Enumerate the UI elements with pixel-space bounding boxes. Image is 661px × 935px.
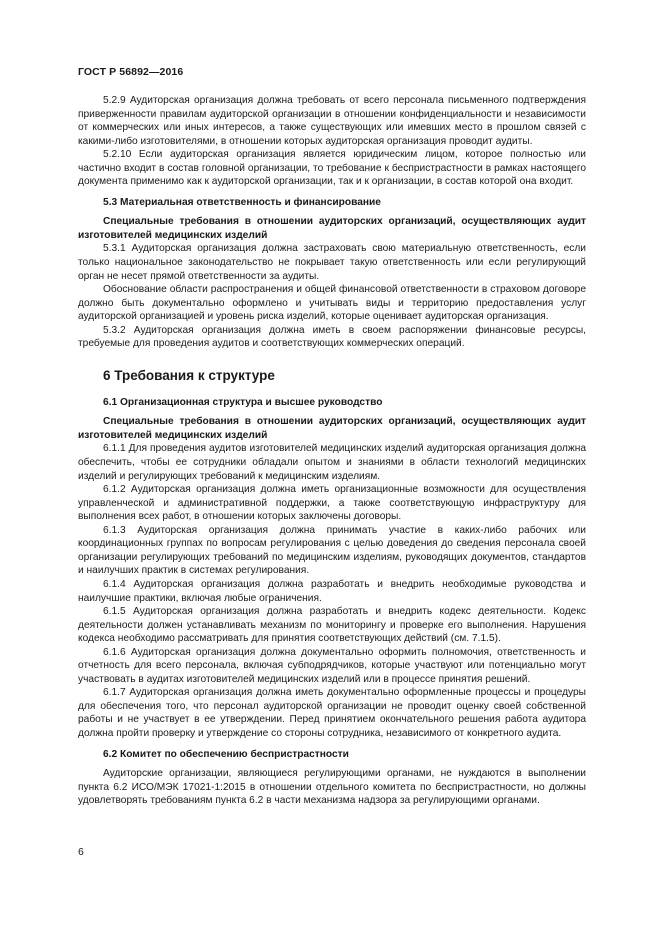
bold-subheading: Специальные требования в отношении аудиторских организаций, осуществляющих аудит изготовителей медицинских изделий xyxy=(78,216,586,241)
bold-subheading: Специальные требования в отношении аудиторских организаций, осуществляющих аудит изготовителей медицинских изделий xyxy=(78,416,586,441)
page-number: 6 xyxy=(78,846,84,858)
section-heading-6-1: 6.1 Организационная структура и высшее руководство xyxy=(103,396,383,408)
chapter-heading-6: 6 Требования к структуре xyxy=(103,367,275,383)
paragraph-6-2: Аудиторские организации, являющиеся регулирующими органами, не нуждаются в выполнении пункта 6.2 ИСО/МЭК 17021-1:2015 в отношении отдельного комитета по беспристрастности, но должны удовлетворять требованиям пункта 6.2 в части механизма надзора за регулирующими органами. xyxy=(78,768,586,807)
paragraph-5-3-2: 5.3.2 Аудиторская организация должна иметь в своем распоряжении финансовые ресурсы, требуемые для проведения аудитов и соответствующих коммерческих операций. xyxy=(78,324,586,350)
document-header: ГОСТ Р 56892—2016 xyxy=(78,66,184,78)
paragraph-5-3-1: 5.3.1 Аудиторская организация должна застраховать свою материальную ответственность, если только национальное законодательство не покрывает такую ответственность или если регулирующий орган не несет прямой ответственности за аудиты. xyxy=(78,243,586,282)
paragraph-6-1-7: 6.1.7 Аудиторская организация должна иметь документально оформленные процессы и процедуры для обеспечения того, что персонал аудиторской организации не проводит оценку своей собственной работы и не участвует в ее утверждении. Перед принятием окончательного решения работа аудитора должна пройти проверку и утверждение со стороны сотрудника, независимого от конкретного аудита. xyxy=(78,687,586,739)
paragraph-6-1-1: 6.1.1 Для проведения аудитов изготовителей медицинских изделий аудиторская организация должна обеспечить, чтобы ее сотрудники обладали опытом и знаниями в области технологий медицинских изделий и регулирующих требований к медицинским изделиям. xyxy=(78,443,586,482)
paragraph: Обоснование области распространения и общей финансовой ответственности в страховом договоре должно быть документально оформлено и учитывать виды и территорию предоставления услуг аудиторской организацией и уровень риска изделий, которые оценивает аудиторская организация. xyxy=(78,284,586,323)
paragraph-6-1-6: 6.1.6 Аудиторская организация должна документально оформить полномочия, ответственность и отчетность для всего персонала, включая субподрядчиков, которые участвуют или потенциально могут участвовать в аудитах изготовителей медицинских изделий или в процессе принятия решений. xyxy=(78,646,586,685)
paragraph-6-1-3: 6.1.3 Аудиторская организация должна принимать участие в каких-либо рабочих или координационных группах по вопросам регулирования с целью доведения до сведения персонала своей организации регулирующих требований по медицинским изделиям, руководящих документов, стандартов и наилучших практик в системах регулирования. xyxy=(78,524,586,577)
paragraph-6-1-2: 6.1.2 Аудиторская организация должна иметь организационные возможности для осуществления управленческой и административной поддержки, а также соответствующую инфраструктуру для выполнения всех работ, в отношении которых заключены договоры. xyxy=(78,484,586,523)
section-heading-6-2: 6.2 Комитет по обеспечению беспристрастности xyxy=(103,748,349,760)
paragraph-6-1-5: 6.1.5 Аудиторская организация должна разработать и внедрить кодекс деятельности. Кодекс деятельности должен устанавливать механизм по мониторингу и проверке его выполнения. Нарушения кодекса необходимо рассматривать для принятия соответствующих действий (см. 7.1.5). xyxy=(78,606,586,645)
paragraph-5-2-10: 5.2.10 Если аудиторская организация является юридическим лицом, которое полностью или частично входит в состав головной организации, то требование к беспристрастности в рамках настоящего документа применимо как к аудиторской организации, так и к организации, в состав которой она входит. xyxy=(78,149,586,188)
paragraph-5-2-9: 5.2.9 Аудиторская организация должна требовать от всего персонала письменного подтверждения приверженности правилам аудиторской организации в отношении конфиденциальности и независимости от коммерческих или иных интересов, а также существующих или имевших место в прошлом связей с какими-либо изготовителями, в отношении которых аудиторская организация проводит аудиты. xyxy=(78,95,586,147)
section-heading-5-3: 5.3 Материальная ответственность и финансирование xyxy=(103,196,381,208)
document-body xyxy=(78,94,586,808)
paragraph-6-1-4: 6.1.4 Аудиторская организация должна разработать и внедрить необходимые руководства и наилучшие практики, включая любые ограничения. xyxy=(78,578,586,604)
